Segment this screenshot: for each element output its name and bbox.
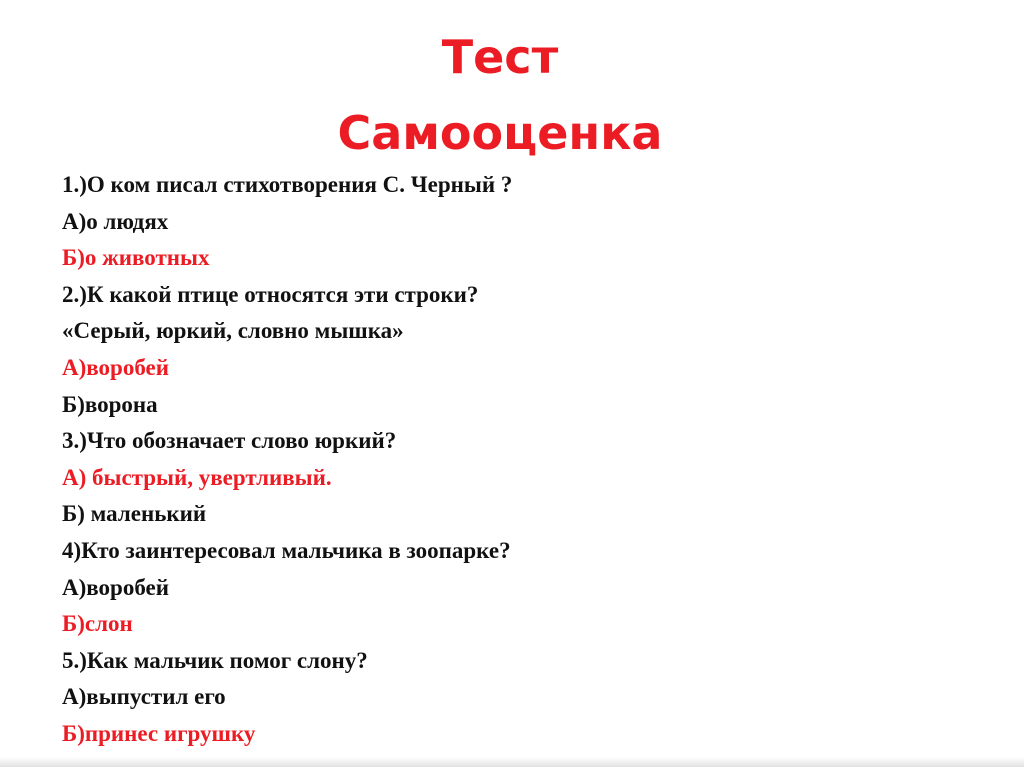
- question-5-option-b-correct: Б)принес игрушку: [62, 720, 256, 746]
- question-4-option-b-correct: Б)слон: [62, 611, 133, 637]
- question-1-option-b-correct: Б)о животных: [62, 245, 210, 271]
- question-4: 4)Кто заинтересовал мальчика в зоопарке?: [62, 537, 511, 563]
- question-1: 1.)О ком писал стихотворения С. Черный ?: [62, 172, 513, 197]
- question-4-option-a: А)воробей: [62, 574, 169, 600]
- question-5-option-a: А)выпустил его: [62, 684, 226, 710]
- question-5: 5.)Как мальчик помог слону?: [62, 647, 368, 673]
- question-1-option-a: А)о людях: [62, 208, 169, 234]
- question-2-option-b: Б)ворона: [62, 391, 158, 417]
- question-3: 3.)Что обозначает слово юркий?: [62, 428, 397, 454]
- question-3-option-b: Б) маленький: [62, 501, 207, 527]
- quiz-content: [62, 167, 512, 753]
- question-2: 2.)К какой птице относятся эти строки?: [62, 281, 479, 307]
- title-line-self-assessment: Самооценка: [337, 106, 663, 160]
- question-3-option-a-correct: А) быстрый, увертливый.: [62, 464, 332, 490]
- slide-bottom-edge: [0, 757, 1024, 767]
- question-2-quote: «Серый, юркий, словно мышка»: [62, 318, 404, 344]
- title-line-test: Тест: [441, 30, 559, 84]
- question-2-option-a-correct: А)воробей: [62, 354, 169, 380]
